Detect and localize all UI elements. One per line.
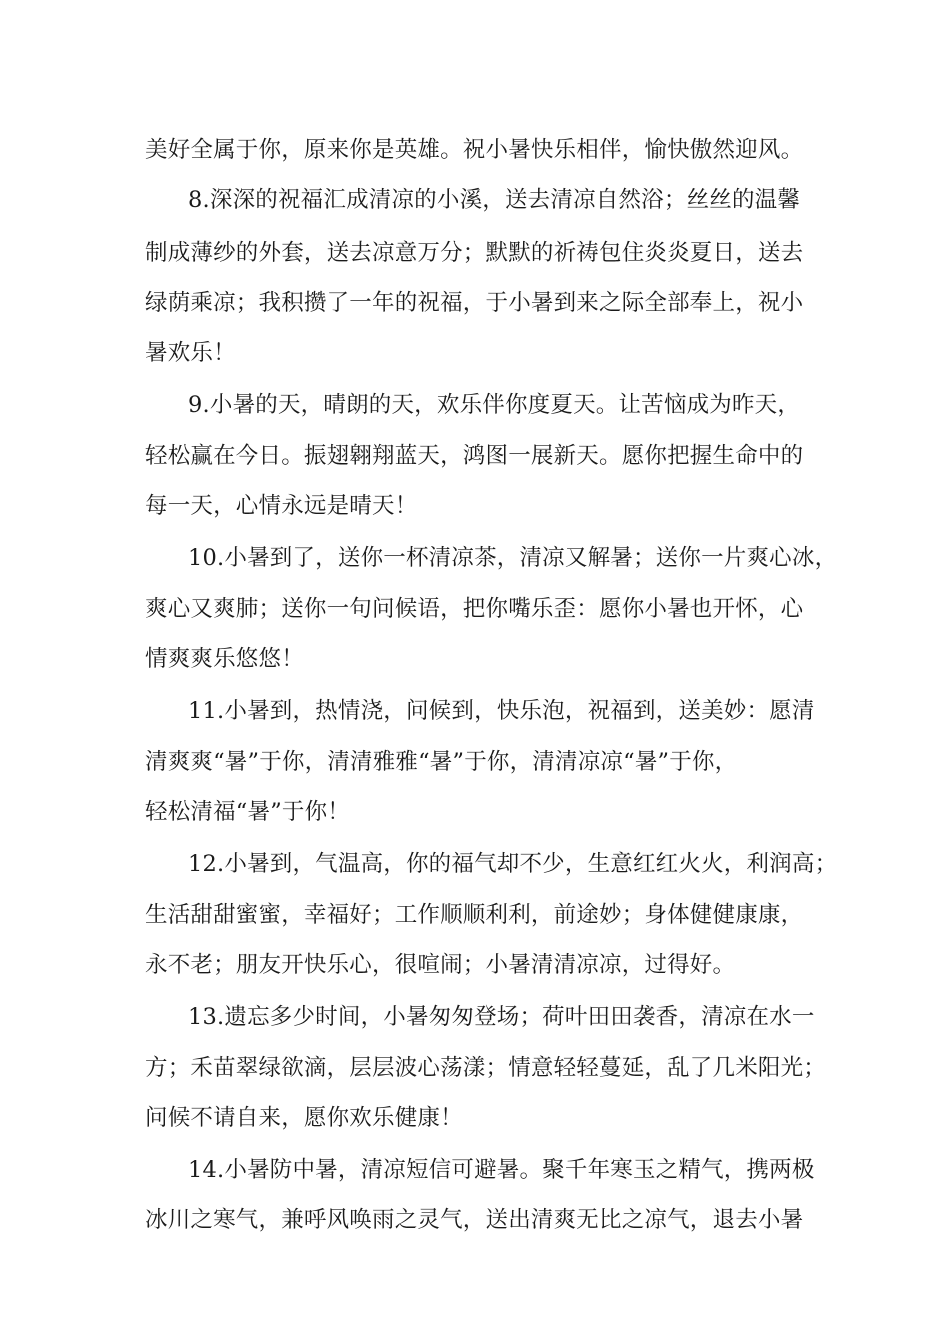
paragraph-13-first-line: 13.遗忘多少时间，小暑匆匆登场；荷叶田田袭香，清凉在水一 [188, 1004, 815, 1030]
paragraph-10-first-line: 10.小暑到了，送你一杯清凉茶，清凉又解暑；送你一片爽心冰， [188, 545, 838, 571]
text-line: 冰川之寒气，兼呼风唤雨之灵气，送出清爽无比之凉气，退去小暑 [145, 1207, 804, 1233]
text-line: 绿荫乘凉；我积攒了一年的祝福，于小暑到来之际全部奉上，祝小 [145, 290, 804, 316]
paragraph-14-first-line: 14.小暑防中暑，清凉短信可避暑。聚千年寒玉之精气，携两极 [188, 1157, 815, 1183]
text-line: 美好全属于你，原来你是英雄。祝小暑快乐相伴，愉快傲然迎风。 [145, 137, 804, 163]
text-line: 爽心又爽肺；送你一句问候语，把你嘴乐歪：愿你小暑也开怀，心 [145, 596, 804, 622]
text-line: 生活甜甜蜜蜜，幸福好；工作顺顺利利，前途妙；身体健健康康， [145, 902, 804, 928]
text-line: 方；禾苗翠绿欲滴，层层波心荡漾；情意轻轻蔓延，乱了几米阳光； [145, 1055, 827, 1081]
text-line: 制成薄纱的外套，送去凉意万分；默默的祈祷包住炎炎夏日，送去 [145, 240, 804, 266]
text-line: 问候不请自来，愿你欢乐健康！ [145, 1105, 463, 1131]
text-line: 情爽爽乐悠悠！ [145, 646, 304, 672]
text-line: 暑欢乐！ [145, 340, 236, 366]
text-line: 清爽爽“暑”于你，清清雅雅“暑”于你，清清凉凉“暑”于你， [145, 749, 738, 775]
paragraph-9-first-line: 9.小暑的天，晴朗的天，欢乐伴你度夏天。让苦恼成为昨天， [188, 392, 801, 418]
paragraph-11-first-line: 11.小暑到，热情浇，问候到，快乐泡，祝福到，送美妙：愿清 [188, 698, 815, 724]
text-line: 轻松赢在今日。振翅翱翔蓝天，鸿图一展新天。愿你把握生命中的 [145, 443, 804, 469]
paragraph-8-first-line: 8.深深的祝福汇成清凉的小溪，送去清凉自然浴；丝丝的温馨 [188, 187, 801, 213]
paragraph-12-first-line: 12.小暑到，气温高，你的福气却不少，生意红红火火，利润高； [188, 851, 838, 877]
text-line: 轻松清福“暑”于你！ [145, 799, 351, 825]
text-line: 每一天，心情永远是晴天！ [145, 493, 418, 519]
text-line: 永不老；朋友开快乐心，很喧闹；小暑清清凉凉，过得好。 [145, 952, 736, 978]
